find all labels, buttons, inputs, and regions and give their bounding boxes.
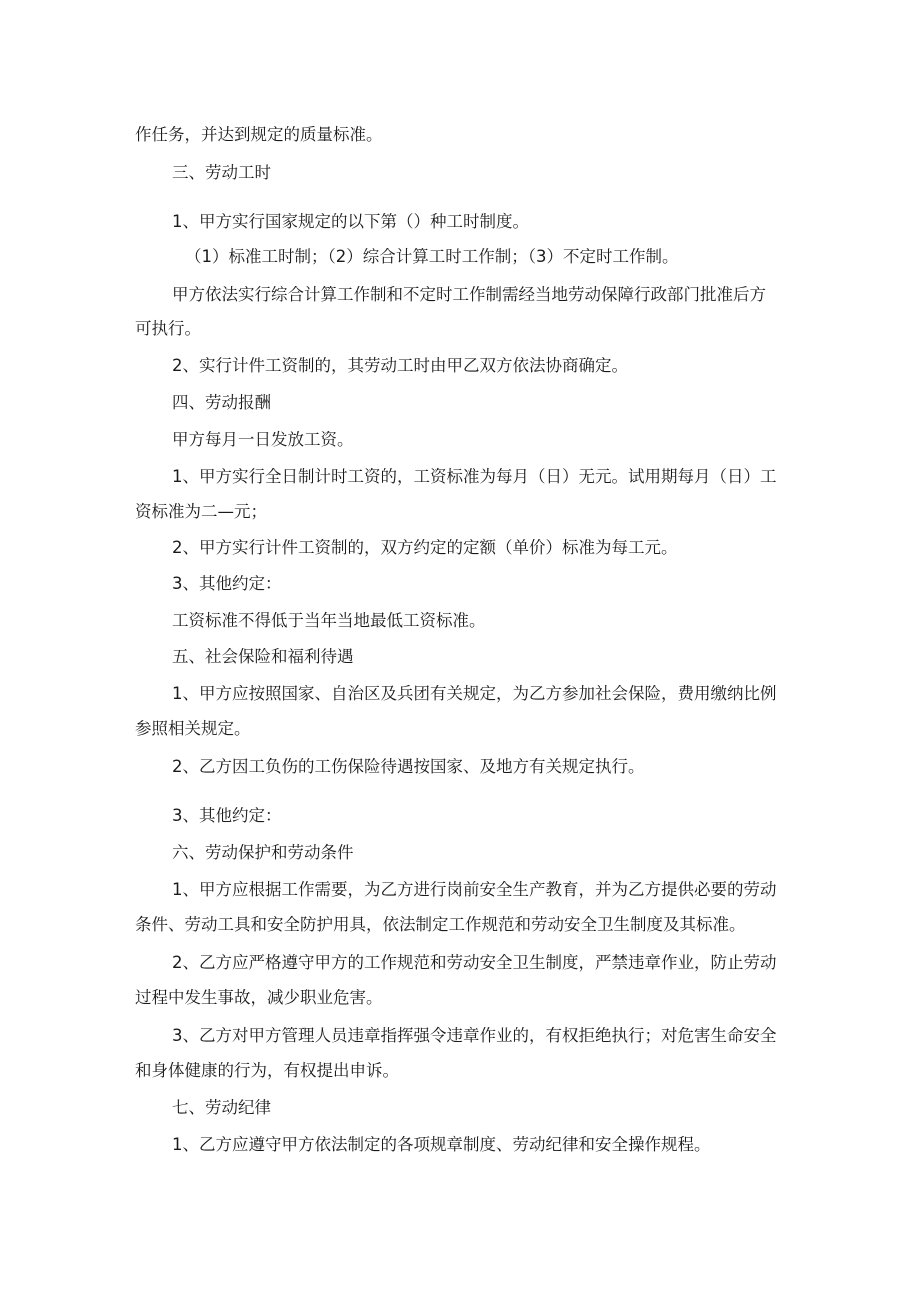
clause-insurance-1-line-2: 参照相关规定。 bbox=[135, 719, 251, 738]
clause-protection-3-line-1: 3、乙方对甲方管理人员违章指挥强令违章作业的，有权拒绝执行；对危害生命安全 bbox=[172, 1026, 777, 1045]
section-heading-remuneration: 四、劳动报酬 bbox=[172, 393, 271, 412]
clause-insurance-3: 3、其他约定： bbox=[172, 806, 282, 825]
clause-protection-1-line-1: 1、甲方应根据工作需要，为乙方进行岗前安全生产教育，并为乙方提供必要的劳动 bbox=[172, 880, 777, 899]
section-heading-social-insurance: 五、社会保险和福利待遇 bbox=[172, 647, 354, 666]
clause-pay-1-line-1: 1、甲方实行全日制计时工资的，工资标准为每月（日）无元。试用期每月（日）工 bbox=[172, 467, 777, 486]
clause-protection-2-line-1: 2、乙方应严格遵守甲方的工作规范和劳动安全卫生制度，严禁违章作业，防止劳动 bbox=[172, 953, 777, 972]
clause-insurance-1-line-1: 1、甲方应按照国家、自治区及兵团有关规定，为乙方参加社会保险，费用缴纳比例 bbox=[172, 684, 777, 703]
payday-note: 甲方每月一日发放工资。 bbox=[172, 430, 354, 449]
clause-insurance-2: 2、乙方因工负伤的工伤保险待遇按国家、及地方有关规定执行。 bbox=[172, 757, 645, 776]
clause-pay-2: 2、甲方实行计件工资制的，双方约定的定额（单价）标准为每工元。 bbox=[172, 538, 678, 557]
clause-protection-2-line-2: 过程中发生事故，减少职业危害。 bbox=[135, 988, 383, 1007]
section-heading-working-hours: 三、劳动工时 bbox=[172, 163, 271, 182]
hours-note-line-1: 甲方依法实行综合计算工作制和不定时工作制需经当地劳动保障行政部门批准后方 bbox=[172, 285, 766, 304]
clause-protection-3-line-2: 和身体健康的行为，有权提出申诉。 bbox=[135, 1061, 399, 1080]
clause-pay-3: 3、其他约定： bbox=[172, 574, 282, 593]
section-heading-labor-discipline: 七、劳动纪律 bbox=[172, 1098, 271, 1117]
section-heading-labor-protection: 六、劳动保护和劳动条件 bbox=[172, 843, 354, 862]
clause-discipline-1: 1、乙方应遵守甲方依法制定的各项规章制度、劳动纪律和安全操作规程。 bbox=[172, 1135, 711, 1154]
hours-note-line-2: 可执行。 bbox=[135, 319, 201, 338]
clause-pay-1-line-2: 资标准为二—元； bbox=[135, 502, 267, 521]
hours-options: （1）标准工时制；（2）综合计算工时工作制；（3）不定时工作制。 bbox=[185, 247, 679, 266]
paragraph-continuation: 作任务，并达到规定的质量标准。 bbox=[135, 125, 383, 144]
clause-protection-1-line-2: 条件、劳动工具和安全防护用具，依法制定工作规范和劳动安全卫生制度及其标准。 bbox=[135, 915, 746, 934]
clause-hours-2: 2、实行计件工资制的，其劳动工时由甲乙双方依法协商确定。 bbox=[172, 356, 628, 375]
minimum-wage-note: 工资标准不得低于当年当地最低工资标准。 bbox=[172, 611, 486, 630]
clause-hours-1: 1、甲方实行国家规定的以下第（）种工时制度。 bbox=[172, 212, 529, 231]
